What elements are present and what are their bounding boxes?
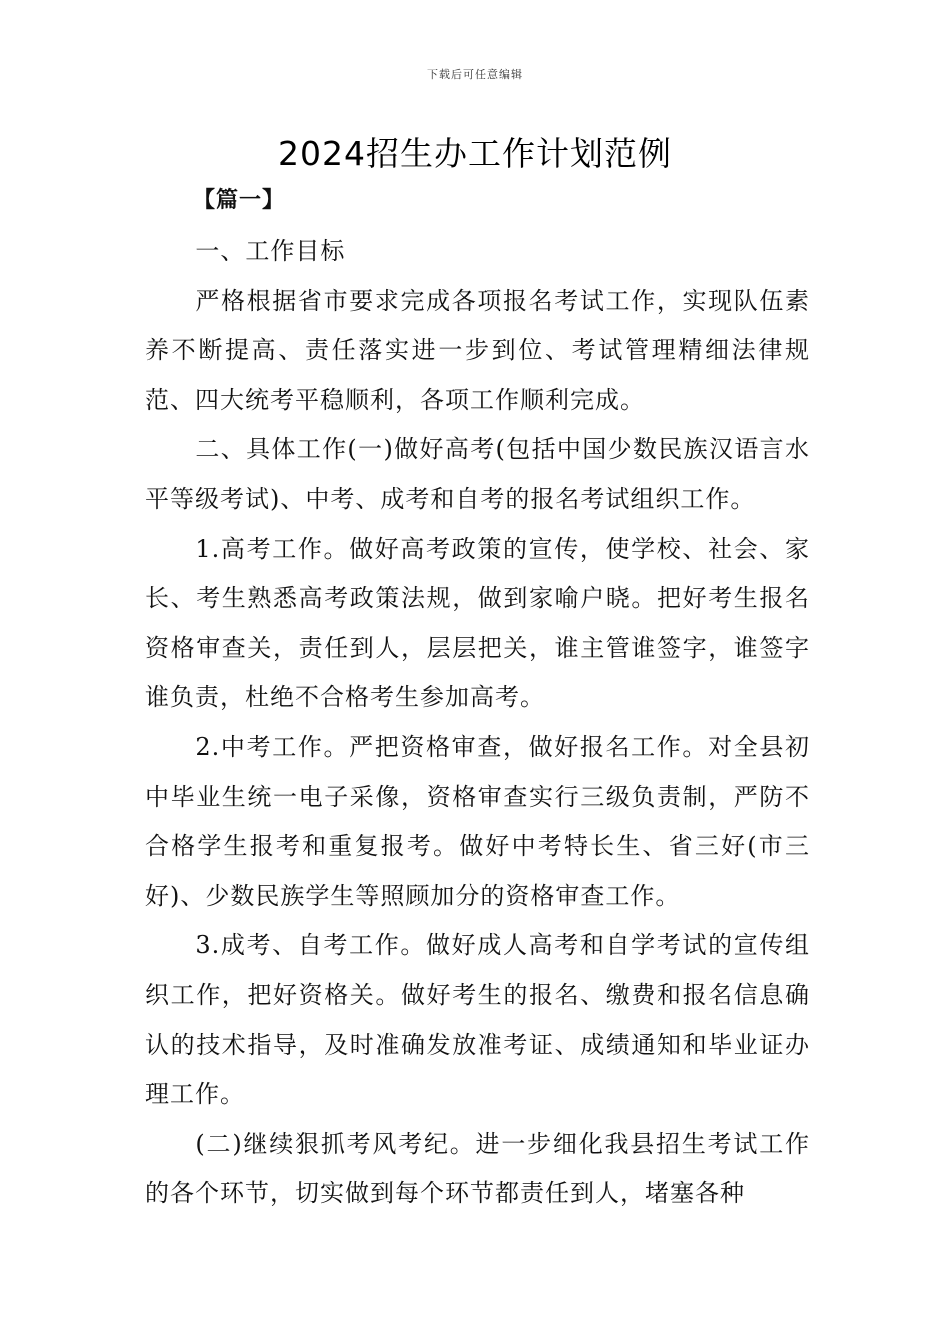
paragraph-zhongkao: 2.中考工作。严把资格审查，做好报名工作。对全县初中毕业生统一电子采像，资格审查实行三级负责制，严防不合格学生报考和重复报考。做好中考特长生、省三好(市三好)、少数民族学生等照顾加分的资格审查工作。: [145, 732, 810, 910]
paragraph-adult-exams: 3.成考、自考工作。做好成人高考和自学考试的宣传组织工作，把好资格关。做好考生的报名、缴费和报名信息确认的技术指导，及时准确发放准考证、成绩通知和毕业证办理工作。: [145, 931, 810, 1109]
document-title: 2024招生办工作计划范例: [278, 134, 672, 173]
paragraph-gaokao: 1.高考工作。做好高考政策的宣传，使学校、社会、家长、考生熟悉高考政策法规，做到家喻户晓。把好考生报名资格审查关，责任到人，层层把关，谁主管谁签字，谁签字谁负责，杜绝不合格考生参加高考。: [145, 534, 810, 712]
paragraph-specific-work: 二、具体工作(一)做好高考(包括中国少数民族汉语言水平等级考试)、中考、成考和自考的报名考试组织工作。: [145, 435, 810, 513]
header-note: 下载后可任意编辑: [427, 68, 523, 81]
heading-work-goals: 一、工作目标: [195, 237, 346, 265]
section-tag: 【篇一】: [193, 188, 286, 213]
paragraph-goals: 严格根据省市要求完成各项报名考试工作，实现队伍素养不断提高、责任落实进一步到位、考试管理精细法律规范、四大统考平稳顺利，各项工作顺利完成。: [145, 286, 810, 414]
paragraph-exam-discipline: (二)继续狠抓考风考纪。进一步细化我县招生考试工作的各个环节，切实做到每个环节都责任到人，堵塞各种: [145, 1129, 810, 1208]
document-body: [145, 227, 810, 1219]
